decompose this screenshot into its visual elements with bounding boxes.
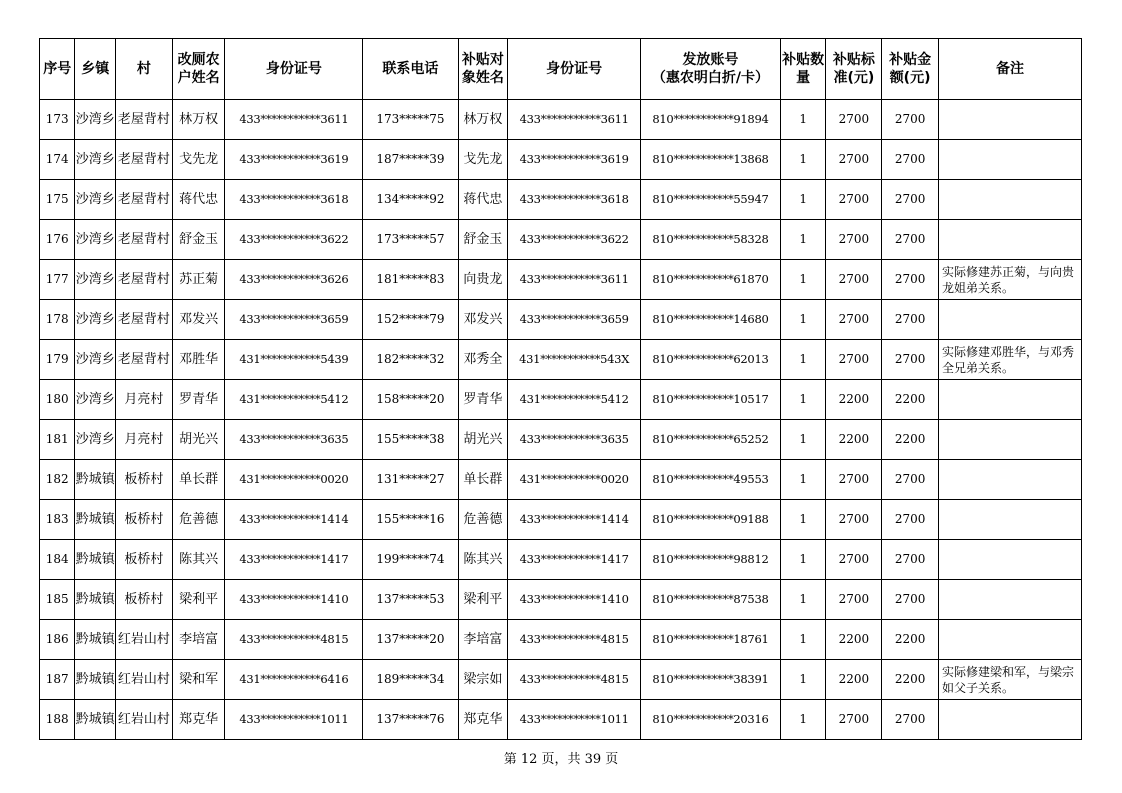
cell-amount: 2700 <box>882 460 939 500</box>
header-town: 乡镇 <box>75 39 116 100</box>
cell-note <box>938 300 1081 340</box>
cell-village: 老屋背村 <box>116 140 173 180</box>
cell-recipient-id: 433***********1417 <box>508 540 641 580</box>
cell-recipient-id: 433***********1011 <box>508 700 641 740</box>
cell-recipient-id: 433***********3619 <box>508 140 641 180</box>
cell-owner: 邓胜华 <box>172 340 225 380</box>
header-std: 补贴标准(元) <box>826 39 882 100</box>
cell-note <box>938 700 1081 740</box>
cell-qty: 1 <box>780 500 826 540</box>
cell-village: 老屋背村 <box>116 180 173 220</box>
cell-amount: 2700 <box>882 180 939 220</box>
cell-std: 2700 <box>826 260 882 300</box>
cell-recipient: 危善德 <box>458 500 508 540</box>
cell-owner: 单长群 <box>172 460 225 500</box>
cell-owner-id: 431***********6416 <box>225 660 363 700</box>
cell-village: 板桥村 <box>116 500 173 540</box>
cell-account: 810***********49553 <box>641 460 781 500</box>
cell-qty: 1 <box>780 100 826 140</box>
cell-village: 红岩山村 <box>116 700 173 740</box>
header-qty: 补贴数量 <box>780 39 826 100</box>
cell-owner: 李培富 <box>172 620 225 660</box>
cell-town: 黔城镇 <box>75 580 116 620</box>
table-row <box>40 100 1082 140</box>
cell-note <box>938 220 1081 260</box>
cell-account: 810***********87538 <box>641 580 781 620</box>
cell-town: 黔城镇 <box>75 460 116 500</box>
cell-account: 810***********18761 <box>641 620 781 660</box>
cell-amount: 2700 <box>882 540 939 580</box>
cell-owner: 郑克华 <box>172 700 225 740</box>
cell-recipient-id: 433***********3611 <box>508 100 641 140</box>
cell-owner: 梁和军 <box>172 660 225 700</box>
header-village: 村 <box>116 39 173 100</box>
cell-std: 2700 <box>826 220 882 260</box>
cell-amount: 2700 <box>882 500 939 540</box>
cell-owner-id: 433***********1414 <box>225 500 363 540</box>
page-footer: 第 12 页，共 39 页 <box>503 752 619 767</box>
cell-qty: 1 <box>780 260 826 300</box>
cell-account: 810***********61870 <box>641 260 781 300</box>
cell-seq: 177 <box>40 260 75 300</box>
cell-recipient-id: 433***********3659 <box>508 300 641 340</box>
cell-recipient: 陈其兴 <box>458 540 508 580</box>
cell-seq: 176 <box>40 220 75 260</box>
cell-owner: 舒金玉 <box>172 220 225 260</box>
cell-recipient: 单长群 <box>458 460 508 500</box>
cell-phone: 134*****92 <box>363 180 458 220</box>
cell-recipient-id: 433***********3618 <box>508 180 641 220</box>
cell-note <box>938 500 1081 540</box>
header-seq: 序号 <box>40 39 75 100</box>
cell-seq: 185 <box>40 580 75 620</box>
cell-phone: 137*****20 <box>363 620 458 660</box>
cell-amount: 2200 <box>882 420 939 460</box>
cell-recipient: 罗青华 <box>458 380 508 420</box>
cell-town: 黔城镇 <box>75 540 116 580</box>
cell-village: 月亮村 <box>116 380 173 420</box>
cell-note <box>938 620 1081 660</box>
cell-amount: 2200 <box>882 620 939 660</box>
cell-owner: 危善德 <box>172 500 225 540</box>
cell-recipient-id: 431***********0020 <box>508 460 641 500</box>
cell-recipient-id: 433***********1414 <box>508 500 641 540</box>
cell-qty: 1 <box>780 180 826 220</box>
header-account <box>641 39 781 100</box>
cell-recipient: 郑克华 <box>458 700 508 740</box>
cell-phone: 187*****39 <box>363 140 458 180</box>
cell-recipient: 邓发兴 <box>458 300 508 340</box>
cell-town: 黔城镇 <box>75 620 116 660</box>
cell-account: 810***********14680 <box>641 300 781 340</box>
cell-std: 2700 <box>826 340 882 380</box>
cell-recipient: 蒋代忠 <box>458 180 508 220</box>
cell-std: 2200 <box>826 620 882 660</box>
cell-note <box>938 460 1081 500</box>
cell-owner-id: 433***********3635 <box>225 420 363 460</box>
cell-seq: 179 <box>40 340 75 380</box>
cell-qty: 1 <box>780 620 826 660</box>
header-account-line2: （惠农明白折/卡） <box>651 70 769 86</box>
cell-owner: 林万权 <box>172 100 225 140</box>
cell-note <box>938 540 1081 580</box>
cell-qty: 1 <box>780 220 826 260</box>
cell-note: 实际修建苏正菊，与向贵龙姐弟关系。 <box>938 260 1081 300</box>
cell-recipient-id: 431***********5412 <box>508 380 641 420</box>
cell-recipient: 李培富 <box>458 620 508 660</box>
cell-recipient: 戈先龙 <box>458 140 508 180</box>
cell-village: 月亮村 <box>116 420 173 460</box>
cell-recipient: 梁宗如 <box>458 660 508 700</box>
cell-village: 板桥村 <box>116 540 173 580</box>
cell-account: 810***********91894 <box>641 100 781 140</box>
cell-village: 老屋背村 <box>116 220 173 260</box>
cell-std: 2700 <box>826 300 882 340</box>
cell-phone: 173*****57 <box>363 220 458 260</box>
cell-recipient: 梁利平 <box>458 580 508 620</box>
cell-amount: 2200 <box>882 660 939 700</box>
cell-qty: 1 <box>780 700 826 740</box>
cell-std: 2200 <box>826 660 882 700</box>
cell-std: 2700 <box>826 460 882 500</box>
cell-qty: 1 <box>780 380 826 420</box>
cell-seq: 188 <box>40 700 75 740</box>
header-note: 备注 <box>938 39 1081 100</box>
cell-amount: 2700 <box>882 300 939 340</box>
table-row <box>40 340 1082 380</box>
cell-owner: 胡光兴 <box>172 420 225 460</box>
header-row <box>40 39 1082 100</box>
cell-qty: 1 <box>780 420 826 460</box>
cell-owner-id: 431***********0020 <box>225 460 363 500</box>
cell-phone: 152*****79 <box>363 300 458 340</box>
cell-std: 2200 <box>826 380 882 420</box>
table-row <box>40 380 1082 420</box>
cell-qty: 1 <box>780 580 826 620</box>
header-owner: 改厕农户姓名 <box>172 39 225 100</box>
header-amount: 补贴金额(元) <box>882 39 939 100</box>
cell-owner: 戈先龙 <box>172 140 225 180</box>
cell-note <box>938 380 1081 420</box>
table-row <box>40 140 1082 180</box>
cell-town: 沙湾乡 <box>75 180 116 220</box>
cell-account: 810***********09188 <box>641 500 781 540</box>
cell-recipient-id: 431***********543X <box>508 340 641 380</box>
cell-owner: 邓发兴 <box>172 300 225 340</box>
table-row <box>40 220 1082 260</box>
cell-recipient-id: 433***********3635 <box>508 420 641 460</box>
header-recipient: 补贴对象姓名 <box>458 39 508 100</box>
cell-account: 810***********55947 <box>641 180 781 220</box>
cell-village: 老屋背村 <box>116 260 173 300</box>
header-recipient-id: 身份证号 <box>508 39 641 100</box>
cell-std: 2200 <box>826 420 882 460</box>
cell-phone: 155*****16 <box>363 500 458 540</box>
table-row <box>40 260 1082 300</box>
cell-amount: 2700 <box>882 220 939 260</box>
table-row <box>40 540 1082 580</box>
cell-account: 810***********38391 <box>641 660 781 700</box>
cell-owner-id: 433***********1410 <box>225 580 363 620</box>
cell-std: 2700 <box>826 500 882 540</box>
cell-recipient: 舒金玉 <box>458 220 508 260</box>
cell-seq: 187 <box>40 660 75 700</box>
cell-std: 2700 <box>826 540 882 580</box>
cell-owner-id: 433***********3622 <box>225 220 363 260</box>
cell-seq: 184 <box>40 540 75 580</box>
cell-owner: 梁利平 <box>172 580 225 620</box>
cell-qty: 1 <box>780 340 826 380</box>
cell-recipient: 邓秀全 <box>458 340 508 380</box>
cell-owner-id: 433***********3626 <box>225 260 363 300</box>
cell-town: 黔城镇 <box>75 660 116 700</box>
cell-account: 810***********20316 <box>641 700 781 740</box>
cell-std: 2700 <box>826 580 882 620</box>
cell-phone: 182*****32 <box>363 340 458 380</box>
cell-amount: 2700 <box>882 100 939 140</box>
cell-account: 810***********98812 <box>641 540 781 580</box>
cell-village: 老屋背村 <box>116 300 173 340</box>
cell-town: 沙湾乡 <box>75 140 116 180</box>
table-body <box>40 100 1082 740</box>
cell-town: 黔城镇 <box>75 500 116 540</box>
cell-phone: 173*****75 <box>363 100 458 140</box>
cell-amount: 2700 <box>882 700 939 740</box>
cell-std: 2700 <box>826 700 882 740</box>
cell-phone: 155*****38 <box>363 420 458 460</box>
cell-note <box>938 180 1081 220</box>
cell-recipient: 向贵龙 <box>458 260 508 300</box>
cell-recipient: 胡光兴 <box>458 420 508 460</box>
cell-town: 沙湾乡 <box>75 260 116 300</box>
cell-qty: 1 <box>780 140 826 180</box>
table-row <box>40 180 1082 220</box>
cell-note <box>938 420 1081 460</box>
table-row <box>40 300 1082 340</box>
cell-phone: 158*****20 <box>363 380 458 420</box>
cell-owner: 蒋代忠 <box>172 180 225 220</box>
cell-account: 810***********65252 <box>641 420 781 460</box>
table-row <box>40 700 1082 740</box>
cell-amount: 2200 <box>882 380 939 420</box>
cell-seq: 175 <box>40 180 75 220</box>
cell-town: 黔城镇 <box>75 700 116 740</box>
cell-recipient-id: 433***********1410 <box>508 580 641 620</box>
cell-owner-id: 433***********1011 <box>225 700 363 740</box>
cell-recipient: 林万权 <box>458 100 508 140</box>
table-row <box>40 620 1082 660</box>
cell-owner-id: 433***********1417 <box>225 540 363 580</box>
cell-town: 沙湾乡 <box>75 340 116 380</box>
cell-account: 810***********62013 <box>641 340 781 380</box>
cell-phone: 137*****53 <box>363 580 458 620</box>
cell-seq: 182 <box>40 460 75 500</box>
cell-town: 沙湾乡 <box>75 220 116 260</box>
header-phone: 联系电话 <box>363 39 458 100</box>
cell-village: 红岩山村 <box>116 620 173 660</box>
cell-qty: 1 <box>780 660 826 700</box>
cell-owner-id: 433***********3611 <box>225 100 363 140</box>
cell-phone: 137*****76 <box>363 700 458 740</box>
subsidy-table <box>39 38 1082 740</box>
cell-std: 2700 <box>826 180 882 220</box>
cell-village: 老屋背村 <box>116 100 173 140</box>
cell-qty: 1 <box>780 460 826 500</box>
cell-town: 沙湾乡 <box>75 380 116 420</box>
cell-seq: 183 <box>40 500 75 540</box>
cell-town: 沙湾乡 <box>75 300 116 340</box>
cell-owner: 罗青华 <box>172 380 225 420</box>
cell-phone: 131*****27 <box>363 460 458 500</box>
cell-note <box>938 140 1081 180</box>
table-row <box>40 420 1082 460</box>
cell-village: 板桥村 <box>116 460 173 500</box>
cell-seq: 178 <box>40 300 75 340</box>
cell-seq: 173 <box>40 100 75 140</box>
cell-note: 实际修建梁和军，与梁宗如父子关系。 <box>938 660 1081 700</box>
cell-amount: 2700 <box>882 340 939 380</box>
cell-owner-id: 433***********4815 <box>225 620 363 660</box>
cell-seq: 186 <box>40 620 75 660</box>
cell-recipient-id: 433***********3611 <box>508 260 641 300</box>
cell-owner-id: 433***********3619 <box>225 140 363 180</box>
header-account-line1: 发放账号 <box>682 52 739 68</box>
cell-amount: 2700 <box>882 260 939 300</box>
cell-owner-id: 433***********3618 <box>225 180 363 220</box>
cell-seq: 180 <box>40 380 75 420</box>
cell-village: 板桥村 <box>116 580 173 620</box>
cell-account: 810***********13868 <box>641 140 781 180</box>
cell-phone: 199*****74 <box>363 540 458 580</box>
cell-owner-id: 431***********5439 <box>225 340 363 380</box>
cell-qty: 1 <box>780 540 826 580</box>
cell-note <box>938 580 1081 620</box>
cell-village: 红岩山村 <box>116 660 173 700</box>
cell-town: 沙湾乡 <box>75 100 116 140</box>
cell-owner: 陈其兴 <box>172 540 225 580</box>
cell-note <box>938 100 1081 140</box>
table-row <box>40 660 1082 700</box>
cell-std: 2700 <box>826 140 882 180</box>
cell-town: 沙湾乡 <box>75 420 116 460</box>
cell-recipient-id: 433***********3622 <box>508 220 641 260</box>
cell-qty: 1 <box>780 300 826 340</box>
cell-recipient-id: 433***********4815 <box>508 660 641 700</box>
cell-phone: 189*****34 <box>363 660 458 700</box>
cell-account: 810***********58328 <box>641 220 781 260</box>
cell-note: 实际修建邓胜华，与邓秀全兄弟关系。 <box>938 340 1081 380</box>
cell-account: 810***********10517 <box>641 380 781 420</box>
cell-amount: 2700 <box>882 140 939 180</box>
cell-seq: 174 <box>40 140 75 180</box>
cell-std: 2700 <box>826 100 882 140</box>
cell-owner: 苏正菊 <box>172 260 225 300</box>
cell-owner-id: 433***********3659 <box>225 300 363 340</box>
cell-amount: 2700 <box>882 580 939 620</box>
table-row <box>40 500 1082 540</box>
table-row <box>40 460 1082 500</box>
cell-village: 老屋背村 <box>116 340 173 380</box>
table-row <box>40 580 1082 620</box>
cell-recipient-id: 433***********4815 <box>508 620 641 660</box>
cell-owner-id: 431***********5412 <box>225 380 363 420</box>
header-owner-id: 身份证号 <box>225 39 363 100</box>
cell-seq: 181 <box>40 420 75 460</box>
cell-phone: 181*****83 <box>363 260 458 300</box>
